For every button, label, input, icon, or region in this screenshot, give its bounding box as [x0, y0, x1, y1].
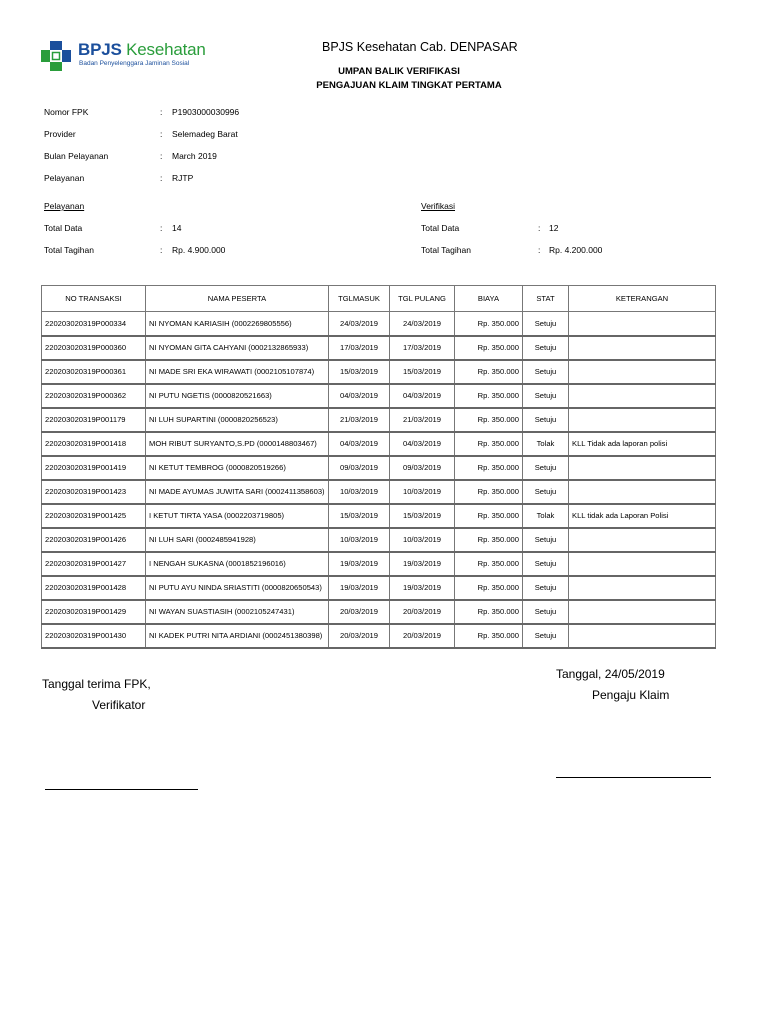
- info-label-nomor-fpk: Nomor FPK: [44, 107, 89, 117]
- cell-keterangan: [569, 360, 716, 384]
- pelayanan-total-data-value: 14: [172, 223, 182, 233]
- info-label-bulan-pelayanan: Bulan Pelayanan: [44, 151, 109, 161]
- cell-keterangan: KLL tidak ada Laporan Polisi: [569, 504, 716, 528]
- cell-keterangan: [569, 576, 716, 600]
- cell-tgl-masuk: 04/03/2019: [329, 432, 390, 456]
- table-row: [42, 336, 716, 360]
- table-row: [42, 600, 716, 624]
- cell-nama-peserta: NI LUH SARI (0002485941928): [146, 528, 329, 552]
- cell-tgl-masuk: 19/03/2019: [329, 576, 390, 600]
- cell-biaya: Rp. 350.000: [455, 408, 523, 432]
- cell-nama-peserta: NI PUTU NGETIS (0000820521663): [146, 384, 329, 408]
- verifikasi-total-data-label: Total Data: [421, 223, 460, 233]
- info-colon: :: [538, 245, 541, 255]
- cell-no-transaksi: 220203020319P000360: [42, 336, 146, 360]
- cell-nama-peserta: NI PUTU AYU NINDA SRIASTITI (0000820650543): [146, 576, 329, 600]
- info-colon: :: [160, 129, 163, 139]
- cell-stat: Setuju: [523, 576, 569, 600]
- cell-tgl-masuk: 09/03/2019: [329, 456, 390, 480]
- cell-biaya: Rp. 350.000: [455, 504, 523, 528]
- cell-keterangan: [569, 408, 716, 432]
- cell-nama-peserta: NI NYOMAN GITA CAHYANI (0002132865933): [146, 336, 329, 360]
- col-header-keterangan: KETERANGAN: [569, 286, 716, 312]
- cell-no-transaksi: 220203020319P001430: [42, 624, 146, 648]
- cell-biaya: Rp. 350.000: [455, 384, 523, 408]
- cell-tgl-pulang: 20/03/2019: [390, 600, 455, 624]
- info-label-pelayanan: Pelayanan: [44, 173, 85, 183]
- cell-stat: Setuju: [523, 312, 569, 336]
- cell-biaya: Rp. 350.000: [455, 480, 523, 504]
- logo-subtitle: Badan Penyelenggara Jaminan Sosial: [79, 60, 190, 67]
- cell-biaya: Rp. 350.000: [455, 336, 523, 360]
- verifikasi-total-tagihan-label: Total Tagihan: [421, 245, 471, 255]
- cell-nama-peserta: NI NYOMAN KARIASIH (0002269805556): [146, 312, 329, 336]
- info-colon: :: [160, 151, 163, 161]
- cell-tgl-pulang: 19/03/2019: [390, 552, 455, 576]
- document-subtitle: PENGAJUAN KLAIM TINGKAT PERTAMA: [316, 80, 502, 91]
- table-row: [42, 432, 716, 456]
- col-header-biaya: BIAYA: [455, 286, 523, 312]
- info-colon: :: [160, 223, 163, 233]
- cell-no-transaksi: 220203020319P000361: [42, 360, 146, 384]
- cell-tgl-masuk: 17/03/2019: [329, 336, 390, 360]
- cell-no-transaksi: 220203020319P001425: [42, 504, 146, 528]
- cell-nama-peserta: MOH RIBUT SURYANTO,S.PD (0000148803467): [146, 432, 329, 456]
- cell-biaya: Rp. 350.000: [455, 600, 523, 624]
- cell-no-transaksi: 220203020319P001428: [42, 576, 146, 600]
- cell-tgl-masuk: 10/03/2019: [329, 528, 390, 552]
- document-title: UMPAN BALIK VERIFIKASI: [338, 66, 460, 77]
- info-value-nomor-fpk: P1903000030996: [172, 107, 240, 117]
- cell-biaya: Rp. 350.000: [455, 624, 523, 648]
- cell-nama-peserta: NI MADE SRI EKA WIRAWATI (0002105107874): [146, 360, 329, 384]
- table-header-row: [42, 286, 716, 312]
- cell-tgl-pulang: 10/03/2019: [390, 480, 455, 504]
- pelayanan-total-data-label: Total Data: [44, 223, 83, 233]
- logo-text: BPJS Kesehatan: [78, 40, 206, 59]
- cell-keterangan: KLL Tidak ada laporan polisi: [569, 432, 716, 456]
- cell-tgl-masuk: 15/03/2019: [329, 360, 390, 384]
- cell-biaya: Rp. 350.000: [455, 456, 523, 480]
- cell-keterangan: [569, 624, 716, 648]
- cell-tgl-pulang: 04/03/2019: [390, 432, 455, 456]
- cell-no-transaksi: 220203020319P001427: [42, 552, 146, 576]
- col-header-tgl-masuk: TGLMASUK: [329, 286, 390, 312]
- cell-keterangan: [569, 384, 716, 408]
- table-row: [42, 528, 716, 552]
- cell-tgl-masuk: 20/03/2019: [329, 600, 390, 624]
- cell-nama-peserta: I NENGAH SUKASNA (0001852196016): [146, 552, 329, 576]
- cell-stat: Setuju: [523, 456, 569, 480]
- cell-stat: Tolak: [523, 504, 569, 528]
- section-pelayanan-heading: Pelayanan: [44, 201, 85, 211]
- cell-keterangan: [569, 480, 716, 504]
- table-row: [42, 576, 716, 600]
- cell-keterangan: [569, 528, 716, 552]
- cell-tgl-pulang: 20/03/2019: [390, 624, 455, 648]
- table-row: [42, 504, 716, 528]
- cell-nama-peserta: NI MADE AYUMAS JUWITA SARI (0002411358603): [146, 480, 329, 504]
- cell-nama-peserta: NI WAYAN SUASTIASIH (0002105247431): [146, 600, 329, 624]
- cell-tgl-masuk: 15/03/2019: [329, 504, 390, 528]
- table-row: [42, 384, 716, 408]
- cell-biaya: Rp. 350.000: [455, 528, 523, 552]
- cell-tgl-pulang: 10/03/2019: [390, 528, 455, 552]
- signature-date: Tanggal, 24/05/2019: [556, 667, 665, 681]
- info-value-pelayanan: RJTP: [172, 173, 194, 183]
- verifikasi-total-data-value: 12: [549, 223, 559, 233]
- pelayanan-total-tagihan-value: Rp. 4.900.000: [172, 245, 226, 255]
- cell-stat: Setuju: [523, 480, 569, 504]
- office-name: BPJS Kesehatan Cab. DENPASAR: [322, 40, 518, 54]
- cell-stat: Setuju: [523, 336, 569, 360]
- tanggal-terima-label: Tanggal terima FPK,: [42, 677, 151, 691]
- cell-nama-peserta: NI KETUT TEMBROG (0000820519266): [146, 456, 329, 480]
- cell-no-transaksi: 220203020319P001423: [42, 480, 146, 504]
- cell-tgl-pulang: 19/03/2019: [390, 576, 455, 600]
- cell-tgl-pulang: 24/03/2019: [390, 312, 455, 336]
- cell-keterangan: [569, 552, 716, 576]
- info-colon: :: [160, 173, 163, 183]
- info-colon: :: [160, 107, 163, 117]
- cell-stat: Setuju: [523, 528, 569, 552]
- table-row: [42, 624, 716, 648]
- cell-tgl-masuk: 24/03/2019: [329, 312, 390, 336]
- cell-tgl-pulang: 17/03/2019: [390, 336, 455, 360]
- cell-biaya: Rp. 350.000: [455, 552, 523, 576]
- info-colon: :: [538, 223, 541, 233]
- cell-keterangan: [569, 456, 716, 480]
- table-row: [42, 312, 716, 336]
- table-row: [42, 360, 716, 384]
- cell-nama-peserta: NI LUH SUPARTINI (0000820256523): [146, 408, 329, 432]
- table-row: [42, 456, 716, 480]
- cell-keterangan: [569, 336, 716, 360]
- cell-biaya: Rp. 350.000: [455, 360, 523, 384]
- cell-tgl-masuk: 19/03/2019: [329, 552, 390, 576]
- claims-table: [41, 285, 716, 649]
- info-colon: :: [160, 245, 163, 255]
- info-value-provider: Selemadeg Barat: [172, 129, 238, 139]
- col-header-no-transaksi: NO TRANSAKSI: [42, 286, 146, 312]
- verifikator-label: Verifikator: [92, 698, 146, 712]
- cell-tgl-pulang: 04/03/2019: [390, 384, 455, 408]
- pengaju-klaim-label: Pengaju Klaim: [592, 688, 670, 702]
- cell-biaya: Rp. 350.000: [455, 432, 523, 456]
- cell-biaya: Rp. 350.000: [455, 576, 523, 600]
- cell-tgl-masuk: 20/03/2019: [329, 624, 390, 648]
- info-label-provider: Provider: [44, 129, 76, 139]
- cell-tgl-pulang: 21/03/2019: [390, 408, 455, 432]
- cell-tgl-pulang: 15/03/2019: [390, 360, 455, 384]
- cell-tgl-masuk: 04/03/2019: [329, 384, 390, 408]
- cell-stat: Setuju: [523, 360, 569, 384]
- cell-no-transaksi: 220203020319P001429: [42, 600, 146, 624]
- cell-stat: Setuju: [523, 408, 569, 432]
- cell-tgl-masuk: 21/03/2019: [329, 408, 390, 432]
- info-value-bulan-pelayanan: March 2019: [172, 151, 217, 161]
- col-header-nama-peserta: NAMA PESERTA: [146, 286, 329, 312]
- pengaju-signature-line: [556, 777, 711, 778]
- cell-no-transaksi: 220203020319P000362: [42, 384, 146, 408]
- cell-stat: Setuju: [523, 624, 569, 648]
- cell-no-transaksi: 220203020319P001418: [42, 432, 146, 456]
- cell-stat: Setuju: [523, 552, 569, 576]
- verifikasi-total-tagihan-value: Rp. 4.200.000: [549, 245, 603, 255]
- cell-no-transaksi: 220203020319P001426: [42, 528, 146, 552]
- col-header-tgl-pulang: TGL PULANG: [390, 286, 455, 312]
- cell-stat: Tolak: [523, 432, 569, 456]
- cell-nama-peserta: NI KADEK PUTRI NITA ARDIANI (0002451380398): [146, 624, 329, 648]
- verifikator-signature-line: [45, 789, 198, 790]
- claims-table-body: [42, 312, 716, 648]
- cell-no-transaksi: 220203020319P001419: [42, 456, 146, 480]
- cell-tgl-pulang: 15/03/2019: [390, 504, 455, 528]
- pelayanan-total-tagihan-label: Total Tagihan: [44, 245, 94, 255]
- table-row: [42, 552, 716, 576]
- section-verifikasi-heading: Verifikasi: [421, 201, 456, 211]
- cell-tgl-pulang: 09/03/2019: [390, 456, 455, 480]
- claims-table-container: [41, 285, 715, 649]
- cell-no-transaksi: 220203020319P001179: [42, 408, 146, 432]
- cell-tgl-masuk: 10/03/2019: [329, 480, 390, 504]
- table-row: [42, 408, 716, 432]
- cell-keterangan: [569, 312, 716, 336]
- cell-no-transaksi: 220203020319P000334: [42, 312, 146, 336]
- cell-keterangan: [569, 600, 716, 624]
- cell-stat: Setuju: [523, 384, 569, 408]
- cell-stat: Setuju: [523, 600, 569, 624]
- table-row: [42, 480, 716, 504]
- col-header-stat: STAT: [523, 286, 569, 312]
- cell-nama-peserta: I KETUT TIRTA YASA (0002203719805): [146, 504, 329, 528]
- cell-biaya: Rp. 350.000: [455, 312, 523, 336]
